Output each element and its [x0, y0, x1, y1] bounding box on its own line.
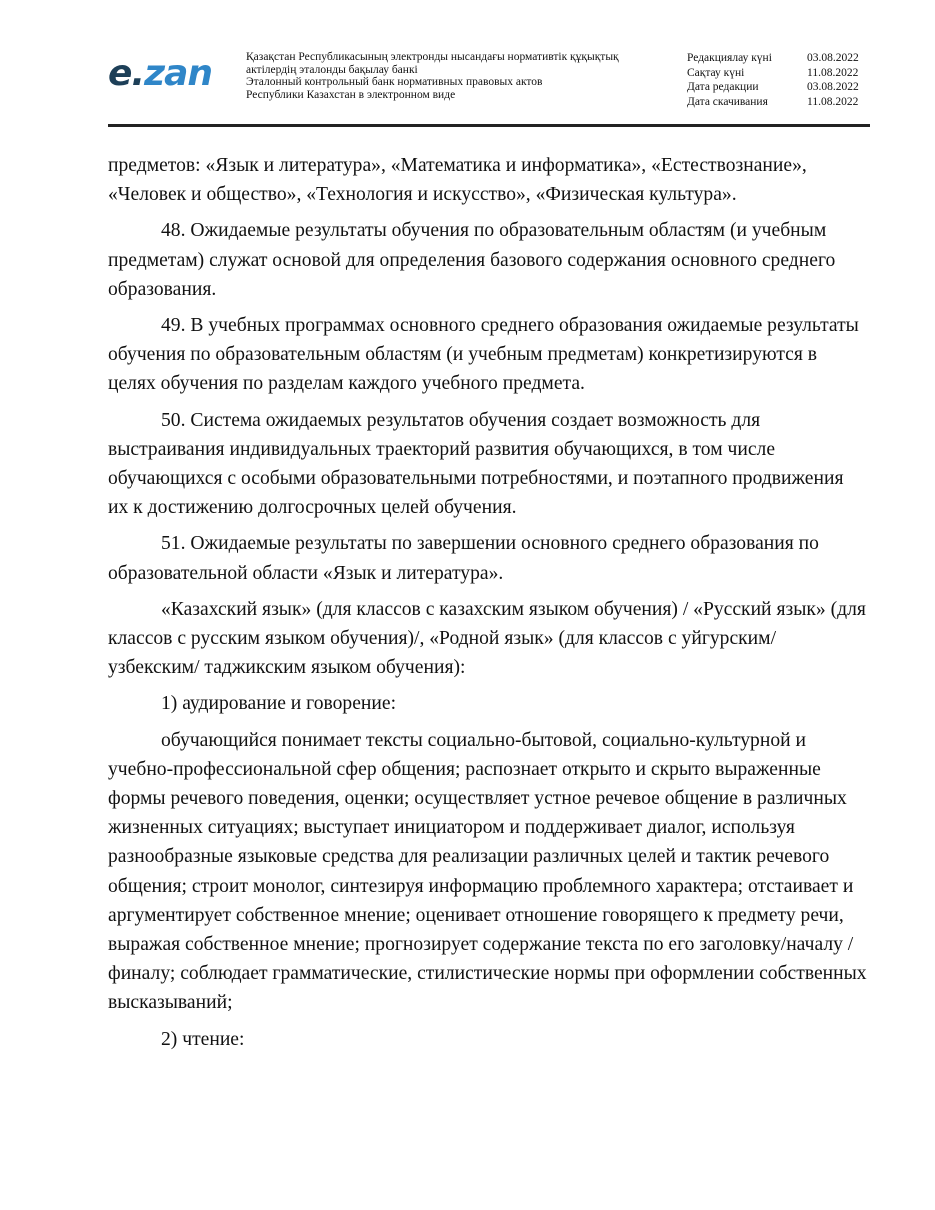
date-row	[687, 51, 867, 66]
bank-title-line: Республики Казахстан в электронном виде	[246, 88, 456, 101]
date-label: Сақтау күні	[687, 66, 745, 79]
date-value: 03.08.2022	[807, 52, 859, 64]
bank-title	[246, 51, 666, 101]
date-label: Дата редакции	[687, 81, 759, 93]
date-row	[687, 80, 867, 95]
date-row	[687, 66, 867, 81]
bank-title-line: Эталонный контрольный банк нормативных правовых актов	[246, 76, 543, 88]
ezan-logo: e.zan	[108, 53, 212, 94]
bank-title-line: актілердің эталонды бақылау банкі	[246, 63, 418, 76]
date-label: Редакциялау күні	[687, 52, 772, 64]
paragraph: 50. Система ожидаемых результатов обучения создает возможность для выстраивания индивидуальных траекторий развития обучающихся, в том числе обучающихся с особыми образовательными потребностями, и поэтапного продвижения их к достижению долгосрочных целей обучения.	[108, 409, 844, 519]
date-table	[687, 51, 867, 109]
date-label: Дата скачивания	[687, 95, 768, 108]
paragraph: «Казахский язык» (для классов с казахским языком обучения) / «Русский язык» (для классов с русским языком обучения)/, «Родной язык» (для классов с уйгурским/ узбекским/ таджикским языком обучения):	[108, 598, 866, 679]
document-body	[108, 151, 868, 1061]
date-value: 03.08.2022	[807, 81, 859, 93]
document-header	[0, 0, 935, 130]
list-item-heading: 1) аудирование и говорение:	[161, 693, 397, 715]
paragraph: 51. Ожидаемые результаты по завершении основного среднего образования по образовательной области «Язык и литература».	[108, 533, 819, 584]
date-row	[687, 95, 867, 110]
paragraph: 49. В учебных программах основного среднего образования ожидаемые результаты обучения по образовательным областям (и учебным предметам) конкретизируются в целях обучения по разделам каждого учебного предмета.	[108, 315, 859, 395]
bank-title-line: Қазақстан Республикасының электронды нысандағы нормативтік құқықтық	[246, 51, 619, 63]
date-value: 11.08.2022	[807, 95, 859, 108]
paragraph: 48. Ожидаемые результаты обучения по образовательным областям (и учебным предметам) служат основой для определения базового содержания основного среднего образования.	[108, 220, 836, 300]
paragraph: обучающийся понимает тексты социально-бытовой, социально-культурной и учебно-профессиональной сфер общения; распознает открыто и скрыто выраженные формы речевого поведения, оценки; осуществляет устное речевое общение в различных жизненных ситуациях; выступает инициатором и поддерживает диалог, используя разнообразные языковые средства для реализации различных целей и тактик речевого общения; строит монолог, синтезируя информацию проблемного характера; отстаивает и аргументирует собственное мнение; оценивает отношение говорящего к предмету речи, выражая собственное мнение; прогнозирует содержание текста по его заголовку/началу /финалу; соблюдает грамматические, стилистические нормы при оформлении собственных высказываний;	[108, 729, 867, 1014]
paragraph: предметов: «Язык и литература», «Математика и информатика», «Естествознание», «Человек и общество», «Технология и искусство», «Физическая культура».	[108, 155, 807, 206]
date-value: 11.08.2022	[807, 66, 859, 79]
header-divider	[108, 124, 870, 127]
list-item-heading: 2) чтение:	[161, 1028, 245, 1050]
